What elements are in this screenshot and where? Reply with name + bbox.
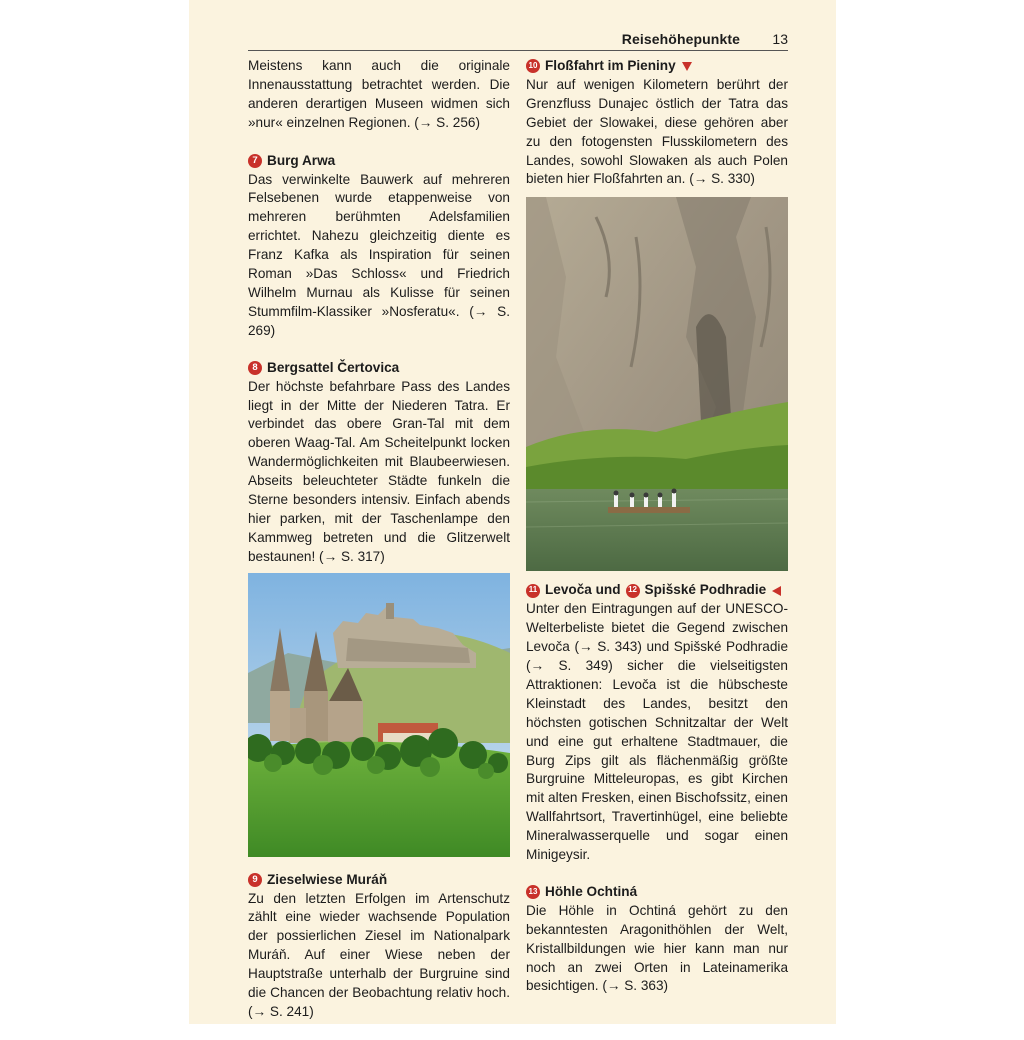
- item-text: Zu den letzten Erfolgen im Artenschutz zählt eine wieder wachsende Population der possierlichen Ziesel im Nationalpark Muráň. Auf einer Wiese neben der Hauptstraße unterhalb der Burgruine sind die Chancen der Beobachtung relativ hoch. (→ S. 241): [248, 890, 510, 1019]
- number-badge: 8: [248, 361, 262, 375]
- right-column: [526, 57, 788, 1014]
- highlight-item: [526, 57, 788, 189]
- triangle-left-icon: [772, 586, 781, 596]
- item-title: Levoča und: [545, 582, 621, 598]
- item-heading: [248, 359, 510, 378]
- river-rafting-photo: [526, 197, 788, 571]
- number-badge: 7: [248, 154, 262, 168]
- item-text: Unter den Eintragungen auf der UNESCO-Welterbeliste bietet die Gegend zwischen Levoča (→ S. 343) und Spišské Podhradie (→ S. 349) sicher die vielseitigsten Attraktionen: Levoča ist die hübscheste Kleinstadt des Landes, besitzt den höchsten gotischen Schnitzaltar der Welt und eine gut erhaltene Stadtmauer, die Burg Zips gilt als flächenmäßig größte Burgruine Mitteleuropas, es gibt Kirchen mit alten Fresken, einen Bischofssitz, einen Wallfahrtsort, Travertinhügel, eine beliebte Mineralwasserquelle und sogar einen Minigeysir.: [526, 601, 788, 863]
- book-page: [189, 0, 836, 1024]
- item-text: Die Höhle in Ochtiná gehört zu den bekanntesten Aragonithöhlen der Welt, Kristallbildungen wie hier kann man nur noch an zwei Orten in Lateinamerika besichtigen. (→ S. 363): [526, 902, 788, 994]
- highlight-item: [248, 359, 510, 567]
- item-title: Burg Arwa: [267, 152, 336, 168]
- left-column: [248, 57, 510, 1040]
- item-heading: [248, 871, 510, 890]
- item-heading: [526, 883, 788, 902]
- intro-paragraph: Meistens kann auch die originale Innenausstattung betrachtet werden. Die anderen derartigen Museen widmen sich »nur« einzelnen Regionen. (→ S. 256): [248, 58, 510, 130]
- item-title: Höhle Ochtiná: [545, 883, 638, 899]
- item-text: Nur auf wenigen Kilometern berührt der Grenzfluss Dunajec östlich der Tatra das Gebiet der Slowakei, diese gehören aber zu den fotogensten Flusskilometern des Landes, sowohl Slowaken als auch Polen bieten hier Floßfahrten an. (→ S. 330): [526, 76, 788, 187]
- highlight-item: [526, 581, 788, 865]
- item-heading: [248, 152, 510, 171]
- item-title: Zieselwiese Muráň: [267, 871, 388, 887]
- item-title: Spišské Podhradie: [644, 582, 767, 598]
- castle-photo: [248, 573, 510, 857]
- number-badge: 12: [626, 584, 640, 598]
- page-header: [248, 28, 788, 51]
- number-badge: 11: [526, 584, 540, 598]
- item-heading: [526, 581, 788, 600]
- number-badge: 10: [526, 59, 540, 73]
- item-title: Bergsattel Čertovica: [267, 359, 400, 375]
- highlight-item: [248, 152, 510, 341]
- highlight-item: [248, 871, 510, 1022]
- section-title: Reisehöhepunkte: [621, 31, 740, 47]
- highlight-item: [526, 883, 788, 996]
- item-title: Floßfahrt im Pieniny: [545, 58, 676, 73]
- page-number: 13: [772, 31, 788, 47]
- number-badge: 9: [248, 873, 262, 887]
- item-text: Der höchste befahrbare Pass des Landes liegt in der Mitte der Niederen Tatra. Er verbindet das obere Gran-Tal mit dem oberen Waag-Tal. Am Scheitelpunkt locken Wandermöglichkeiten mit Blaubeerwiesen. Abseits beleuchteter Städte funkeln die Sterne besonders intensiv. Einfach abends hier parken, mit der Taschenlampe den Kammweg betreten und die Glitzerwelt bestaunen! (→ S. 317): [248, 378, 510, 564]
- triangle-down-icon: [682, 62, 692, 71]
- number-badge: 13: [526, 885, 540, 899]
- item-text: Das verwinkelte Bauwerk auf mehreren Felsebenen wurde etappenweise von mehreren berühmten Adelsfamilien errichtet. Nahezu gleichzeitig diente es Franz Kafka als Inspiration für seinen Roman »Das Schloss« und Friedrich Wilhelm Murnau als Kulisse für seinen Stummfilm-Klassiker »Nosferatu«. (→ S. 269): [248, 171, 510, 338]
- item-heading: [526, 57, 788, 76]
